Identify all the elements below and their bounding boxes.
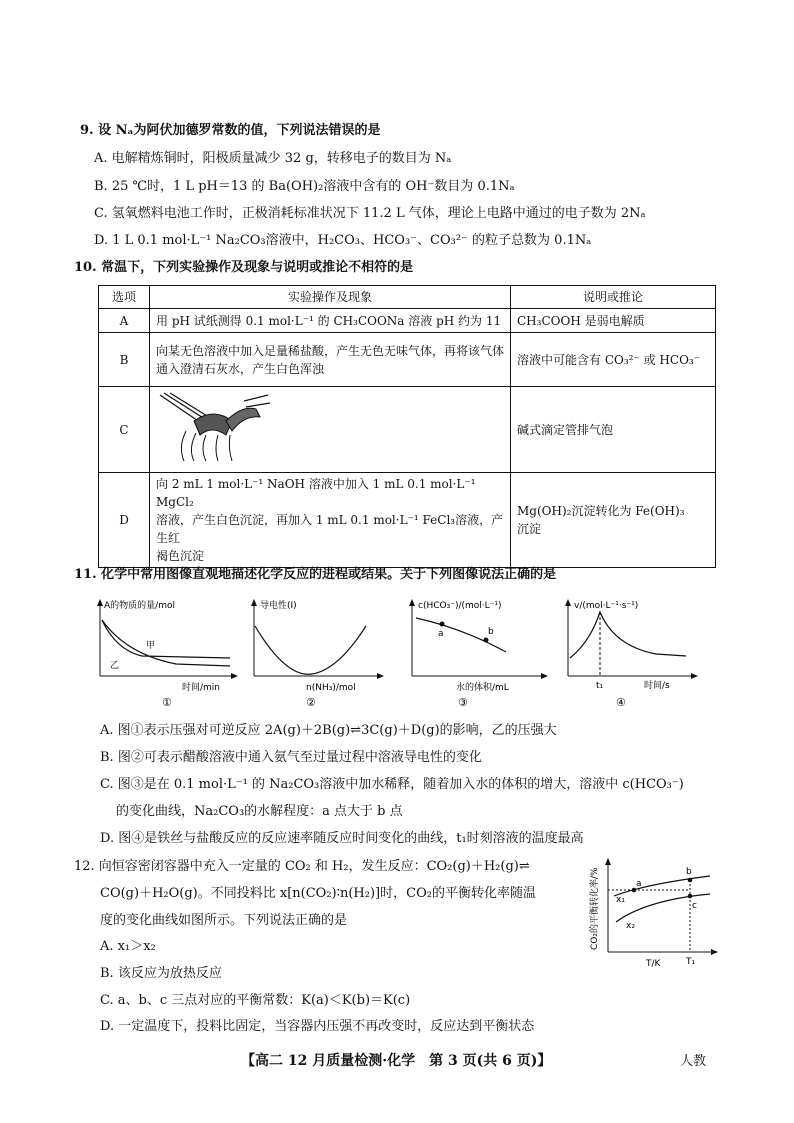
q11-stem: 11. 化学中常用图像直观地描述化学反应的进程或结果。关于下列图像说法正确的是	[74, 567, 557, 582]
row-conclusion	[511, 333, 716, 387]
x-axis-arrow	[231, 673, 238, 679]
page-footer: 【高二 12 月质量检测·化学 第 3 页(共 6 页)】	[241, 1053, 552, 1069]
t1-tick-label: T₁	[686, 957, 696, 967]
row-operation	[150, 333, 511, 387]
q12-option-a: A. x₁＞x₂	[100, 939, 156, 954]
finger-outline	[229, 435, 232, 461]
rubber-tube-shape	[226, 408, 260, 431]
graph-2-ylabel: 导电性(I)	[260, 601, 297, 611]
operation-line: 褐色沉淀	[156, 549, 205, 563]
graph-3	[402, 596, 550, 714]
q11-option-c-cont: 的变化曲线，Na₂CO₃的水解程度：a 点大于 b 点	[116, 804, 403, 819]
row-option: C	[99, 387, 150, 473]
table-row	[99, 387, 716, 473]
curve-x1-label: x₁	[616, 895, 625, 905]
rate-curve	[570, 612, 686, 658]
point-a	[440, 622, 445, 627]
burette-line	[244, 395, 268, 401]
operation-line: 通入澄清石灰水，产生白色浑浊	[156, 361, 325, 376]
graph-4-ylabel: v/(mol·L⁻¹·s⁻¹)	[574, 601, 639, 611]
point-b-label: b	[686, 867, 692, 877]
point-b	[484, 638, 489, 643]
graph-1-ylabel: A的物质的量/mol	[104, 601, 175, 611]
row-option: A	[99, 309, 150, 333]
q9-option-c: C. 氢氧燃料电池工作时，正极消耗标准状况下 11.2 L 气体，理论上电路中通过的电子数为 2Nₐ	[94, 206, 646, 221]
operation-line: 溶液，产生白色沉淀，再加入 1 mL 0.1 mol·L⁻¹ FeCl₃溶液，产生红	[156, 513, 504, 545]
row-conclusion	[511, 387, 716, 473]
curve-x1	[614, 876, 710, 896]
x-axis-arrow	[691, 673, 698, 679]
q12-stem-line-2: CO(g)＋H₂O(g)。不同投料比 x[n(CO₂)∶n(H₂)]时，CO₂的平衡转化率随温	[100, 886, 536, 901]
q11-option-b: B. 图②可表示醋酸溶液中通入氨气至过量过程中溶液导电性的变化	[100, 750, 482, 765]
conclusion-line: 溶液中可能含有 CO₃²⁻ 或 HCO₃⁻	[517, 352, 701, 367]
curve-yi-label: 乙	[110, 661, 120, 671]
y-axis-arrow	[409, 599, 415, 606]
q9-option-d: D. 1 L 0.1 mol·L⁻¹ Na₂CO₃溶液中，H₂CO₃、HCO₃⁻、CO₃²⁻ 的粒子总数为 0.1Nₐ	[94, 233, 592, 248]
graph-2-xlabel: n(NH₃)/mol	[306, 683, 356, 693]
graph-3-xlabel: 水的体积/mL	[456, 683, 509, 693]
y-axis-arrow	[565, 599, 571, 606]
graph-3-caption: ③	[458, 696, 468, 709]
table-row	[99, 309, 716, 333]
header-option: 选项	[99, 286, 150, 309]
x-axis-arrow	[711, 949, 718, 955]
graph-4-caption: ④	[616, 696, 626, 709]
y-axis-arrow	[251, 599, 257, 606]
row-option: B	[99, 333, 150, 387]
conclusion-line: 碱式滴定管排气泡	[517, 422, 614, 437]
finger-outline	[181, 431, 186, 461]
x-axis-arrow	[541, 673, 548, 679]
graph-4-xlabel: 时间/s	[644, 681, 670, 691]
q12-graph-xlabel: T/K	[646, 959, 661, 969]
y-axis-arrow	[97, 599, 103, 606]
graph-1-xlabel: 时间/min	[182, 683, 221, 693]
curve-jia-label: 甲	[146, 641, 156, 651]
q12-option-b: B. 该反应为放热反应	[100, 966, 222, 981]
curve-yi	[102, 620, 230, 658]
graph-1-caption: ①	[162, 696, 172, 709]
graph-2-caption: ②	[306, 696, 316, 709]
x-axis-arrow	[377, 673, 384, 679]
curve-x2-label: x₂	[626, 921, 635, 931]
y-axis-arrow	[605, 858, 611, 865]
header-conclusion: 说明或推论	[511, 286, 716, 309]
conductivity-curve	[255, 626, 366, 674]
q12-option-d: D. 一定温度下，投料比固定，当容器内压强不再改变时，反应达到平衡状态	[100, 1019, 535, 1034]
q11-option-a: A. 图①表示压强对可逆反应 2A(g)＋2B(g)⇌3C(g)＋D(g)的影响，乙的压强大	[100, 723, 557, 738]
operation-line: 向 2 mL 1 mol·L⁻¹ NaOH 溶液中加入 1 mL 0.1 mol·L⁻¹ MgCl₂	[156, 477, 476, 509]
publisher-label: 人教	[680, 1054, 707, 1069]
row-option: D	[99, 473, 150, 568]
conclusion-line: 沉淀	[517, 522, 542, 536]
q12-graph	[586, 856, 720, 984]
q12-option-c: C. a、b、c 三点对应的平衡常数：K(a)＜K(b)＝K(c)	[100, 993, 411, 1008]
point-a-label: a	[636, 879, 642, 889]
graph-2	[246, 596, 386, 714]
q12-graph-ylabel: CO₂的平衡转化率/%	[590, 867, 600, 950]
operation-line: 用 pH 试纸测得 0.1 mol·L⁻¹ 的 CH₃COONa 溶液 pH 约为 11	[156, 313, 502, 328]
point-c-label: c	[692, 901, 697, 911]
conclusion-line: Mg(OH)₂沉淀转化为 Fe(OH)₃	[517, 504, 685, 518]
table-row	[99, 333, 716, 387]
operation-line: 向某无色溶液中加入足量稀盐酸，产生无色无味气体，再将该气体	[156, 343, 505, 358]
graph-4	[560, 596, 700, 714]
burette-bubble-diagram	[156, 391, 276, 463]
t1-tick-label: t₁	[596, 681, 604, 691]
row-conclusion	[511, 473, 716, 568]
curve-jia	[102, 620, 230, 666]
q12-stem-line-1: 12. 向恒容密闭容器中充入一定量的 CO₂ 和 H₂，发生反应：CO₂(g)＋H₂(g)⇌	[74, 859, 530, 874]
finger-outline	[216, 435, 218, 461]
q9-option-a: A. 电解精炼铜时，阳极质量减少 32 g，转移电子的数目为 Nₐ	[94, 151, 452, 166]
rubber-tube-shape	[194, 414, 232, 435]
table-row	[99, 473, 716, 568]
table-header-row	[99, 286, 716, 309]
row-operation	[150, 387, 511, 473]
header-operation: 实验操作及现象	[150, 286, 511, 309]
row-operation	[150, 473, 511, 568]
row-operation	[150, 309, 511, 333]
point-a-label: a	[438, 629, 444, 639]
q10-table	[98, 285, 716, 568]
q12-stem-line-3: 度的变化曲线如图所示。下列说法正确的是	[100, 913, 348, 928]
conclusion-line: CH₃COOH 是弱电解质	[517, 313, 645, 328]
q11-option-c: C. 图③是在 0.1 mol·L⁻¹ 的 Na₂CO₃溶液中加水稀释，随着加入水的体积的增大，溶液中 c(HCO₃⁻)	[100, 777, 684, 792]
finger-outline	[203, 435, 206, 461]
q9-stem: 9. 设 Nₐ为阿伏加德罗常数的值，下列说法错误的是	[80, 123, 381, 138]
burette-line	[246, 403, 270, 407]
graph-1	[92, 596, 240, 714]
q11-option-d: D. 图④是铁丝与盐酸反应的反应速率随反应时间变化的曲线，t₁时刻溶液的温度最高	[100, 831, 584, 846]
q10-stem: 10. 常温下，下列实验操作及现象与说明或推论不相符的是	[74, 260, 414, 275]
row-conclusion	[511, 309, 716, 333]
q9-option-b: B. 25 ℃时，1 L pH＝13 的 Ba(OH)₂溶液中含有的 OH⁻数目为 0.1Nₐ	[94, 179, 515, 194]
point-b-label: b	[488, 627, 494, 637]
finger-outline	[191, 433, 196, 461]
graph-3-ylabel: c(HCO₃⁻)/(mol·L⁻¹)	[418, 601, 502, 611]
